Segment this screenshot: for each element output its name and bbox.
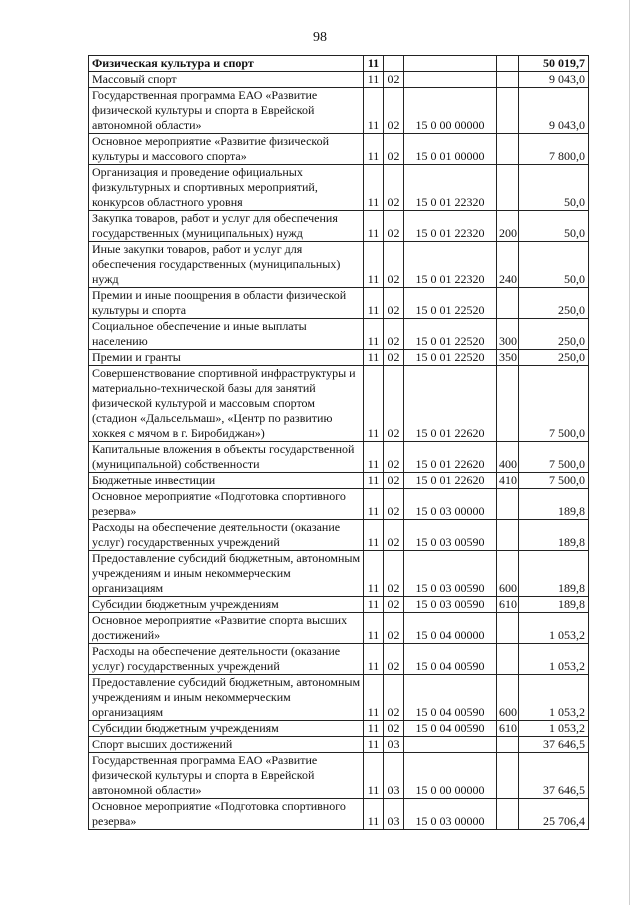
- row-name: Совершенствование спортивной инфраструктуры и материально-технической базы для занятий физической культурой и массовым спортом (стадион «Дальсельмаш», «Центр по развитию хоккея с мячом в г. Биробиджан»): [89, 366, 364, 442]
- row-target-article: 15 0 03 00590: [404, 597, 497, 613]
- row-amount: 37 646,5: [519, 753, 589, 799]
- row-amount: 250,0: [519, 288, 589, 319]
- row-section-code: 11: [364, 242, 384, 288]
- row-expense-type: [497, 165, 519, 211]
- row-section-code: 11: [364, 211, 384, 242]
- row-target-article: 15 0 03 00590: [404, 520, 497, 551]
- row-subsection-code: 02: [384, 88, 404, 134]
- row-name: Социальное обеспечение и иные выплаты населению: [89, 319, 364, 350]
- row-subsection-code: 02: [384, 721, 404, 737]
- row-expense-type: 410: [497, 473, 519, 489]
- row-subsection-code: 02: [384, 350, 404, 366]
- row-section-code: 11: [364, 319, 384, 350]
- row-name: Предоставление субсидий бюджетным, автономным учреждениям и иным некоммерческим организациям: [89, 551, 364, 597]
- row-name: Основное мероприятие «Развитие спорта высших достижений»: [89, 613, 364, 644]
- row-section-code: 11: [364, 737, 384, 753]
- row-name: Физическая культура и спорт: [89, 56, 364, 72]
- row-target-article: 15 0 03 00000: [404, 489, 497, 520]
- table-row: [89, 644, 589, 675]
- row-subsection-code: 02: [384, 165, 404, 211]
- row-amount: 1 053,2: [519, 721, 589, 737]
- row-section-code: 11: [364, 72, 384, 88]
- row-amount: 7 500,0: [519, 442, 589, 473]
- row-section-code: 11: [364, 473, 384, 489]
- row-target-article: [404, 737, 497, 753]
- table-row: [89, 520, 589, 551]
- row-name: Государственная программа ЕАО «Развитие физической культуры и спорта в Еврейской автономной области»: [89, 88, 364, 134]
- table-row: [89, 350, 589, 366]
- table-row: [89, 753, 589, 799]
- row-expense-type: 610: [497, 597, 519, 613]
- row-name: Расходы на обеспечение деятельности (оказание услуг) государственных учреждений: [89, 644, 364, 675]
- row-subsection-code: 02: [384, 489, 404, 520]
- table-row: [89, 288, 589, 319]
- budget-table-body: [89, 56, 589, 830]
- row-target-article: [404, 72, 497, 88]
- row-name: Капитальные вложения в объекты государственной (муниципальной) собственности: [89, 442, 364, 473]
- row-amount: 189,8: [519, 551, 589, 597]
- row-target-article: 15 0 00 00000: [404, 88, 497, 134]
- row-expense-type: [497, 753, 519, 799]
- row-expense-type: [497, 88, 519, 134]
- row-target-article: 15 0 01 22520: [404, 288, 497, 319]
- page-number: 98: [313, 30, 327, 45]
- table-row: [89, 442, 589, 473]
- row-target-article: 15 0 01 22320: [404, 242, 497, 288]
- row-section-code: 11: [364, 520, 384, 551]
- row-section-code: 11: [364, 134, 384, 165]
- row-expense-type: [497, 288, 519, 319]
- row-amount: 25 706,4: [519, 799, 589, 830]
- row-section-code: 11: [364, 644, 384, 675]
- row-section-code: 11: [364, 350, 384, 366]
- row-name: Основное мероприятие «Подготовка спортивного резерва»: [89, 799, 364, 830]
- row-expense-type: [497, 520, 519, 551]
- row-subsection-code: 02: [384, 597, 404, 613]
- row-name: Закупка товаров, работ и услуг для обеспечения государственных (муниципальных) нужд: [89, 211, 364, 242]
- row-subsection-code: 02: [384, 134, 404, 165]
- row-name: Премии и иные поощрения в области физической культуры и спорта: [89, 288, 364, 319]
- row-amount: 1 053,2: [519, 675, 589, 721]
- row-name: Бюджетные инвестиции: [89, 473, 364, 489]
- row-name: Основное мероприятие «Развитие физической культуры и массового спорта»: [89, 134, 364, 165]
- row-target-article: 15 0 01 22320: [404, 211, 497, 242]
- table-row: [89, 597, 589, 613]
- row-section-code: 11: [364, 88, 384, 134]
- row-section-code: 11: [364, 799, 384, 830]
- row-section-code: 11: [364, 442, 384, 473]
- row-target-article: 15 0 01 22620: [404, 473, 497, 489]
- row-subsection-code: 02: [384, 644, 404, 675]
- row-amount: 189,8: [519, 520, 589, 551]
- row-amount: 250,0: [519, 350, 589, 366]
- row-target-article: 15 0 01 22520: [404, 350, 497, 366]
- row-expense-type: [497, 737, 519, 753]
- row-subsection-code: 02: [384, 613, 404, 644]
- row-section-code: 11: [364, 613, 384, 644]
- row-expense-type: [497, 134, 519, 165]
- row-subsection-code: 03: [384, 753, 404, 799]
- row-section-code: 11: [364, 489, 384, 520]
- row-amount: 9 043,0: [519, 72, 589, 88]
- row-target-article: 15 0 04 00000: [404, 613, 497, 644]
- row-section-code: 11: [364, 597, 384, 613]
- row-subsection-code: 03: [384, 737, 404, 753]
- row-expense-type: [497, 56, 519, 72]
- row-name: Организация и проведение официальных физкультурных и спортивных мероприятий, конкурсов областного уровня: [89, 165, 364, 211]
- row-amount: 9 043,0: [519, 88, 589, 134]
- row-amount: 189,8: [519, 597, 589, 613]
- row-name: Расходы на обеспечение деятельности (оказание услуг) государственных учреждений: [89, 520, 364, 551]
- table-row: [89, 242, 589, 288]
- row-name: Спорт высших достижений: [89, 737, 364, 753]
- table-row: [89, 88, 589, 134]
- row-expense-type: 300: [497, 319, 519, 350]
- row-target-article: 15 0 04 00590: [404, 721, 497, 737]
- row-amount: 250,0: [519, 319, 589, 350]
- row-subsection-code: 02: [384, 442, 404, 473]
- table-row: [89, 366, 589, 442]
- table-row: [89, 613, 589, 644]
- budget-table: [88, 55, 589, 830]
- row-subsection-code: 02: [384, 288, 404, 319]
- row-section-code: 11: [364, 288, 384, 319]
- row-section-code: 11: [364, 721, 384, 737]
- table-row: [89, 737, 589, 753]
- row-name: Субсидии бюджетным учреждениям: [89, 597, 364, 613]
- page-edge: [629, 0, 630, 905]
- row-amount: 1 053,2: [519, 613, 589, 644]
- row-subsection-code: 02: [384, 551, 404, 597]
- row-amount: 50,0: [519, 211, 589, 242]
- table-row: [89, 551, 589, 597]
- row-target-article: 15 0 03 00000: [404, 799, 497, 830]
- row-expense-type: 610: [497, 721, 519, 737]
- row-target-article: 15 0 01 22320: [404, 165, 497, 211]
- table-row: [89, 473, 589, 489]
- row-subsection-code: 02: [384, 675, 404, 721]
- row-amount: 7 500,0: [519, 366, 589, 442]
- row-section-code: 11: [364, 56, 384, 72]
- row-section-code: 11: [364, 165, 384, 211]
- row-name: Массовый спорт: [89, 72, 364, 88]
- row-target-article: 15 0 01 00000: [404, 134, 497, 165]
- row-section-code: 11: [364, 675, 384, 721]
- row-expense-type: [497, 366, 519, 442]
- row-subsection-code: 02: [384, 366, 404, 442]
- row-expense-type: [497, 489, 519, 520]
- table-row: [89, 211, 589, 242]
- table-row: [89, 675, 589, 721]
- row-amount: 1 053,2: [519, 644, 589, 675]
- table-row: [89, 56, 589, 72]
- row-amount: 7 800,0: [519, 134, 589, 165]
- row-section-code: 11: [364, 551, 384, 597]
- row-expense-type: 350: [497, 350, 519, 366]
- row-target-article: 15 0 03 00590: [404, 551, 497, 597]
- row-section-code: 11: [364, 366, 384, 442]
- row-name: Предоставление субсидий бюджетным, автономным учреждениям и иным некоммерческим организациям: [89, 675, 364, 721]
- row-name: Государственная программа ЕАО «Развитие физической культуры и спорта в Еврейской автономной области»: [89, 753, 364, 799]
- row-expense-type: 240: [497, 242, 519, 288]
- table-row: [89, 799, 589, 830]
- row-expense-type: 400: [497, 442, 519, 473]
- row-target-article: 15 0 01 22620: [404, 442, 497, 473]
- row-expense-type: 600: [497, 675, 519, 721]
- row-subsection-code: 02: [384, 473, 404, 489]
- row-expense-type: [497, 72, 519, 88]
- row-expense-type: [497, 799, 519, 830]
- row-name: Субсидии бюджетным учреждениям: [89, 721, 364, 737]
- row-name: Основное мероприятие «Подготовка спортивного резерва»: [89, 489, 364, 520]
- row-subsection-code: 02: [384, 72, 404, 88]
- row-name: Премии и гранты: [89, 350, 364, 366]
- row-name: Иные закупки товаров, работ и услуг для обеспечения государственных (муниципальных) нужд: [89, 242, 364, 288]
- row-amount: 50 019,7: [519, 56, 589, 72]
- row-target-article: [404, 56, 497, 72]
- row-amount: 50,0: [519, 242, 589, 288]
- row-target-article: 15 0 01 22620: [404, 366, 497, 442]
- row-section-code: 11: [364, 753, 384, 799]
- row-subsection-code: [384, 56, 404, 72]
- row-expense-type: 600: [497, 551, 519, 597]
- row-target-article: 15 0 04 00590: [404, 675, 497, 721]
- row-subsection-code: 02: [384, 242, 404, 288]
- table-row: [89, 134, 589, 165]
- row-amount: 7 500,0: [519, 473, 589, 489]
- table-row: [89, 489, 589, 520]
- row-expense-type: 200: [497, 211, 519, 242]
- row-subsection-code: 03: [384, 799, 404, 830]
- row-subsection-code: 02: [384, 520, 404, 551]
- row-amount: 189,8: [519, 489, 589, 520]
- table-row: [89, 721, 589, 737]
- table-row: [89, 165, 589, 211]
- row-expense-type: [497, 644, 519, 675]
- row-subsection-code: 02: [384, 319, 404, 350]
- row-subsection-code: 02: [384, 211, 404, 242]
- row-expense-type: [497, 613, 519, 644]
- row-amount: 37 646,5: [519, 737, 589, 753]
- row-target-article: 15 0 00 00000: [404, 753, 497, 799]
- row-amount: 50,0: [519, 165, 589, 211]
- row-target-article: 15 0 04 00590: [404, 644, 497, 675]
- table-row: [89, 319, 589, 350]
- row-target-article: 15 0 01 22520: [404, 319, 497, 350]
- table-row: [89, 72, 589, 88]
